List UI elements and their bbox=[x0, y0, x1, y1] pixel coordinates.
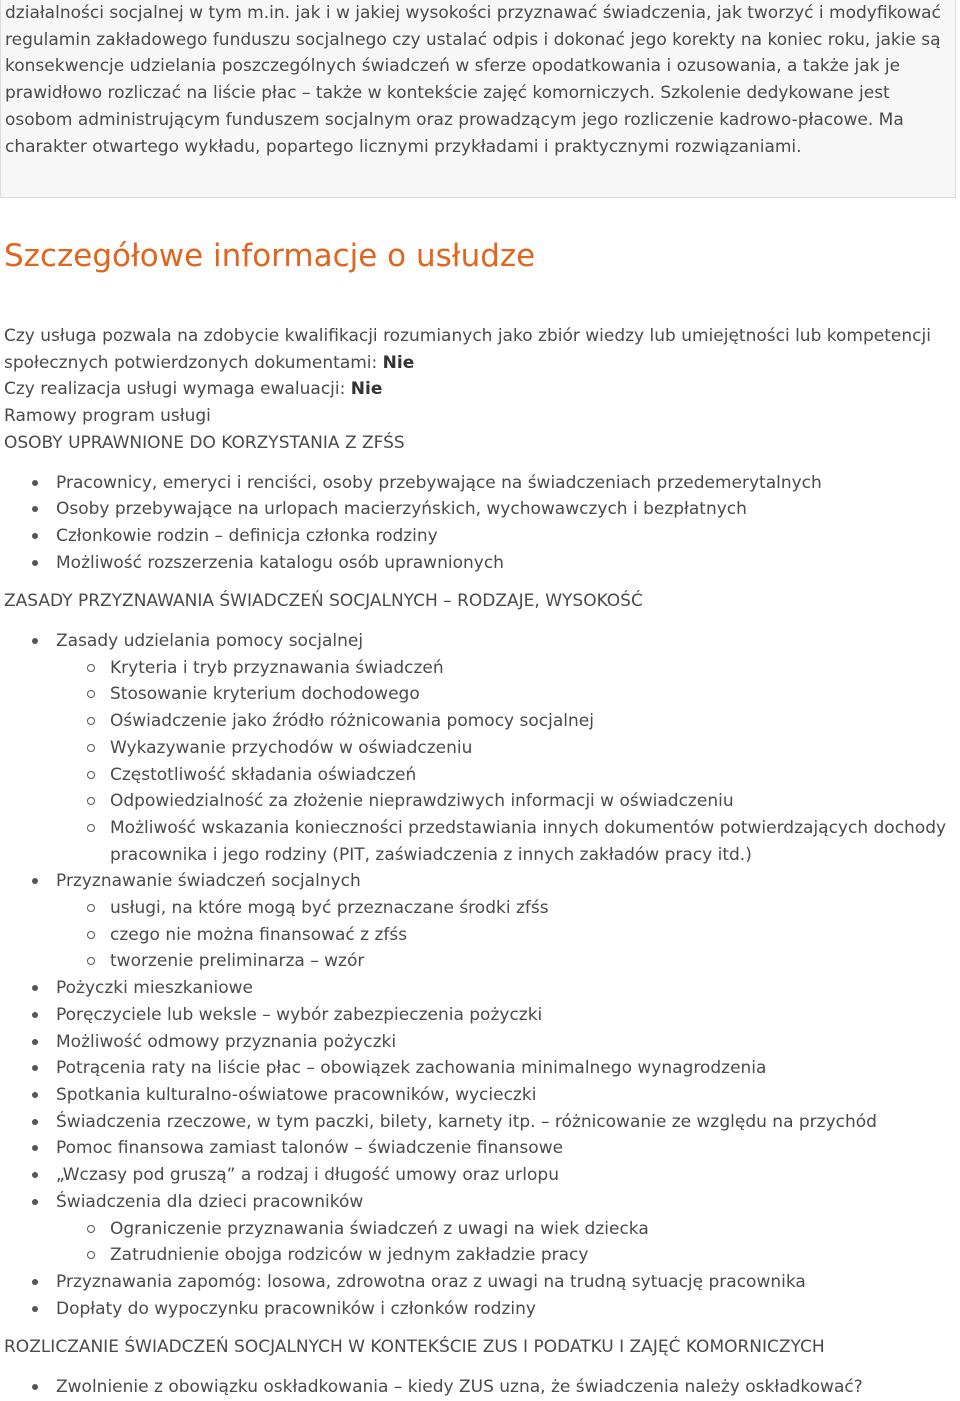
list-item-label: Zwolnienie z obowiązku oskładkowania – kiedy ZUS uzna, że świadczenia należy oskładkować? bbox=[56, 1377, 863, 1398]
list-item bbox=[4, 1374, 949, 1401]
list-item bbox=[4, 1082, 949, 1109]
list-item bbox=[4, 1002, 949, 1029]
program-sections bbox=[4, 430, 949, 1401]
qualification-question: Czy usługa pozwala na zdobycie kwalifikacji rozumianych jako zbiór wiedzy lub umiejętności lub kompetencji społecznych potwierdzonych dokumentami: Nie bbox=[4, 326, 931, 373]
service-details bbox=[4, 230, 949, 1401]
program-section-heading: OSOBY UPRAWNIONE DO KORZYSTANIA Z ZFŚS bbox=[4, 432, 405, 453]
program-list bbox=[4, 1374, 949, 1401]
sub-list bbox=[56, 655, 949, 869]
sub-list-item: Oświadczenie jako źródło różnicowania pomocy socjalnej bbox=[56, 708, 949, 735]
list-item-label: Dopłaty do wypoczynku pracowników i członków rodziny bbox=[56, 1298, 536, 1319]
list-item-label: Przyznawania zapomóg: losowa, zdrowotna oraz z uwagi na trudną sytuację pracownika bbox=[56, 1271, 806, 1292]
list-item-label: Poręczyciele lub weksle – wybór zabezpieczenia pożyczki bbox=[56, 1004, 543, 1025]
sub-list-item: Ograniczenie przyznawania świadczeń z uwagi na wiek dziecka bbox=[56, 1216, 949, 1243]
list-item-label: Świadczenia rzeczowe, w tym paczki, bilety, karnety itp. – różnicowanie ze względu na przychód bbox=[56, 1111, 877, 1132]
list-item bbox=[4, 1162, 949, 1189]
sub-list-item: Odpowiedzialność za złożenie nieprawdziwych informacji w oświadczeniu bbox=[56, 788, 949, 815]
list-item-label: Zasady udzielania pomocy socjalnej bbox=[56, 631, 364, 652]
list-item bbox=[4, 470, 949, 497]
section-title: Szczegółowe informacje o usłudze bbox=[4, 238, 536, 274]
sub-list bbox=[56, 895, 949, 975]
program-section-heading: ZASADY PRZYZNAWANIA ŚWIADCZEŃ SOCJALNYCH – RODZAJE, WYSOKOŚĆ bbox=[4, 591, 643, 612]
qualification-answer: Nie bbox=[382, 352, 415, 373]
service-info bbox=[4, 323, 949, 430]
list-item-label: Przyznawanie świadczeń socjalnych bbox=[56, 871, 361, 892]
sub-list-item: Kryteria i tryb przyznawania świadczeń bbox=[56, 655, 949, 682]
list-item bbox=[4, 1269, 949, 1296]
list-item bbox=[4, 1296, 949, 1323]
evaluation-question: Czy realizacja usługi wymaga ewaluacji: Nie bbox=[4, 379, 383, 400]
list-item bbox=[4, 1189, 949, 1269]
list-item bbox=[4, 975, 949, 1002]
list-item bbox=[4, 628, 949, 868]
intro-box bbox=[0, 0, 956, 198]
list-item bbox=[4, 1135, 949, 1162]
sub-list-item: Stosowanie kryterium dochodowego bbox=[56, 681, 949, 708]
list-item-label: Członkowie rodzin – definicja członka rodziny bbox=[56, 525, 438, 546]
list-item bbox=[4, 1109, 949, 1136]
program-section-heading: ROZLICZANIE ŚWIADCZEŃ SOCJALNYCH W KONTEKŚCIE ZUS I PODATKU I ZAJĘĆ KOMORNICZYCH bbox=[4, 1337, 825, 1358]
sub-list-item: Zatrudnienie obojga rodziców w jednym zakładzie pracy bbox=[56, 1242, 949, 1269]
intro-text: działalności socjalnej w tym m.in. jak i w jakiej wysokości przyznawać świadczenia, jak tworzyć i modyfikować regulamin zakładowego funduszu socjalnego czy ustalać odpis i dokonać jego korekty na koniec roku, jakie są konsekwencje udzielania poszczególnych świadczeń w sferze opodatkowania i ozusowania, a także jak je prawidłowo rozliczać na liście płac – także w kontekście zajęć komorniczych. Szkolenie dedykowane jest osobom administrującym funduszem socjalnym oraz prowadzącym jego rozliczenie kadrowo-płacowe. Ma charakter otwartego wykładu, popartego licznymi przykładami i praktycznymi rozwiązaniami. bbox=[5, 3, 941, 157]
sub-list-item: usługi, na które mogą być przeznaczane środki zfśs bbox=[56, 895, 949, 922]
evaluation-answer: Nie bbox=[350, 379, 383, 400]
list-item-label: Pomoc finansowa zamiast talonów – świadczenie finansowe bbox=[56, 1138, 564, 1159]
sub-list-item: Częstotliwość składania oświadczeń bbox=[56, 762, 949, 789]
list-item-label: Możliwość odmowy przyznania pożyczki bbox=[56, 1031, 397, 1052]
list-item-label: Pracownicy, emeryci i renciści, osoby przebywające na świadczeniach przedemerytalnych bbox=[56, 472, 822, 493]
list-item-label: Pożyczki mieszkaniowe bbox=[56, 978, 254, 999]
list-item-label: Świadczenia dla dzieci pracowników bbox=[56, 1191, 364, 1212]
list-item bbox=[4, 1055, 949, 1082]
list-item bbox=[4, 868, 949, 975]
list-item bbox=[4, 496, 949, 523]
list-item bbox=[4, 550, 949, 577]
list-item-label: „Wczasy pod gruszą” a rodzaj i długość umowy oraz urlopu bbox=[56, 1165, 559, 1186]
list-item-label: Potrącenia raty na liście płac – obowiązek zachowania minimalnego wynagrodzenia bbox=[56, 1058, 767, 1079]
list-item bbox=[4, 1029, 949, 1056]
program-list bbox=[4, 628, 949, 1322]
sub-list-item: tworzenie preliminarza – wzór bbox=[56, 948, 949, 975]
list-item-label: Osoby przebywające na urlopach macierzyńskich, wychowawczych i bezpłatnych bbox=[56, 499, 747, 520]
program-label: Ramowy program usługi bbox=[4, 406, 211, 427]
list-item-label: Spotkania kulturalno-oświatowe pracowników, wycieczki bbox=[56, 1084, 537, 1105]
list-item-label: Możliwość rozszerzenia katalogu osób uprawnionych bbox=[56, 552, 504, 573]
sub-list-item: Możliwość wskazania konieczności przedstawiania innych dokumentów potwierdzających dochody pracownika i jego rodziny (PIT, zaświadczenia z innych zakładów pracy itd.) bbox=[56, 815, 949, 868]
program-list bbox=[4, 470, 949, 577]
sub-list-item: czego nie można finansować z zfśs bbox=[56, 922, 949, 949]
list-item bbox=[4, 523, 949, 550]
sub-list-item: Wykazywanie przychodów w oświadczeniu bbox=[56, 735, 949, 762]
sub-list bbox=[56, 1216, 949, 1269]
